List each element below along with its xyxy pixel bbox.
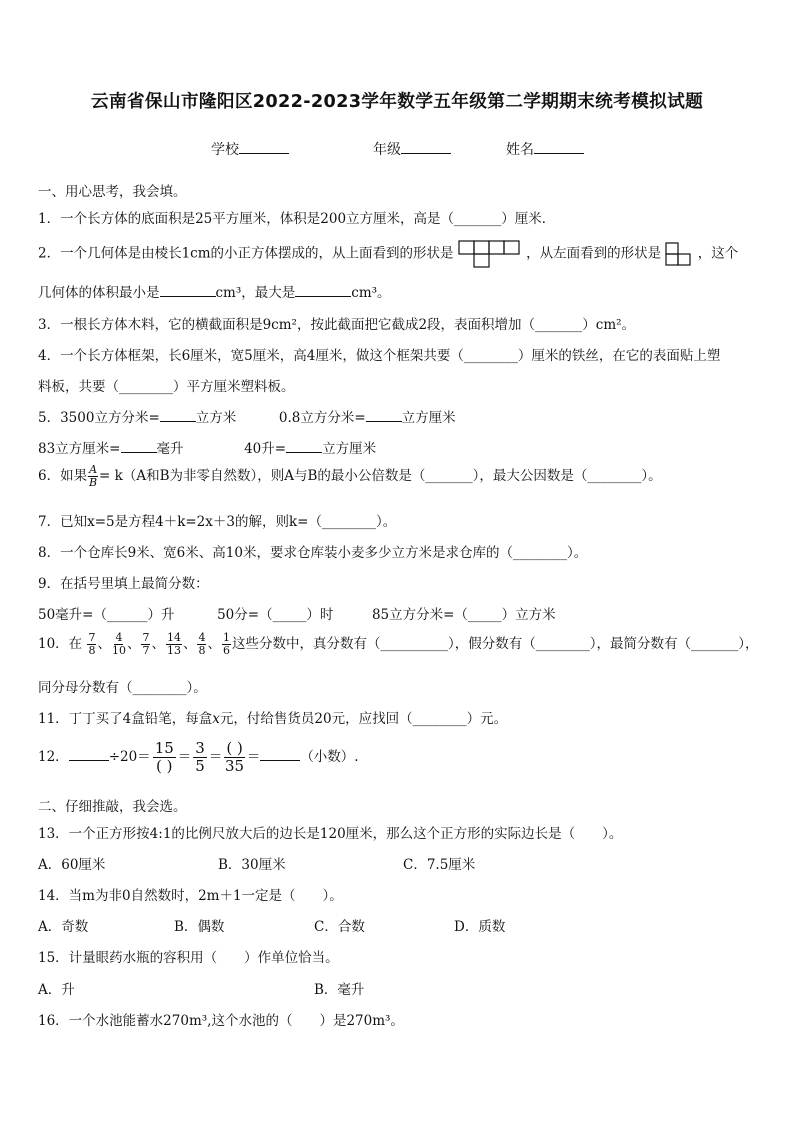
q9-item-1: 50毫升=（______）升 <box>38 607 175 623</box>
q5-blank-d <box>286 451 322 453</box>
q12-blank-b <box>260 759 300 761</box>
q10-sep-1: 、 <box>97 636 111 652</box>
q12-text-a: 12． <box>38 749 69 765</box>
school-label: 学校 <box>211 142 239 158</box>
q12-eq-2: ＝ <box>208 749 223 765</box>
q14-option-c: C．合数 <box>314 919 365 935</box>
q5-text-f: 毫升 <box>156 441 184 457</box>
question-7: 7．已知x=5是方程4＋k=2x＋3的解，则k=（________）。 <box>38 514 397 530</box>
name-field <box>506 139 584 159</box>
q5-text-c: 0.8立方分米= <box>278 410 366 426</box>
q13-option-a: A．60厘米 <box>38 857 106 873</box>
q10-f5-den: 8 <box>198 644 206 657</box>
q6-fraction <box>88 464 98 489</box>
q10-f1-num: 7 <box>88 631 96 644</box>
q10-fraction-4 <box>166 632 182 657</box>
question-5-line-1 <box>38 406 456 426</box>
q5-blank-b <box>366 420 402 422</box>
q2-text-c: ，这个 <box>697 245 739 262</box>
name-label: 姓名 <box>506 142 534 158</box>
question-2-line-1 <box>38 240 738 268</box>
q5-text-d: 立方厘米 <box>401 410 456 426</box>
question-10-line-1 <box>38 632 758 657</box>
q5-text-h: 立方厘米 <box>322 441 377 457</box>
section-heading-1: 一、用心思考，我会填。 <box>38 184 187 200</box>
q10-fraction-1 <box>87 632 96 657</box>
question-2-line-2 <box>38 281 391 301</box>
q14-option-d: D．质数 <box>454 919 506 935</box>
question-9: 9．在括号里填上最简分数： <box>38 576 209 592</box>
question-13: 13．一个正方形按4:1的比例尺放大后的边长是120厘米，那么这个正方形的实际边长是（ ）。 <box>38 826 623 842</box>
top-view-figure <box>458 240 522 268</box>
q10-sep-2: 、 <box>126 636 141 652</box>
q5-text-e: 83立方厘米= <box>38 441 121 457</box>
grade-label: 年级 <box>373 142 401 158</box>
question-11 <box>38 707 507 727</box>
q10-f1-den: 8 <box>88 644 96 657</box>
q10-f6-num: 1 <box>222 631 230 644</box>
q10-f5-num: 4 <box>198 631 206 644</box>
q12-f2-den: 5 <box>195 757 205 775</box>
q10-sep-5: 、 <box>207 636 221 652</box>
left-view-figure <box>665 242 693 266</box>
q10-f3-den: 7 <box>142 644 150 657</box>
q15-option-a: A．升 <box>38 982 75 998</box>
question-15: 15．计量眼药水瓶的容积用（ ）作单位恰当。 <box>38 950 339 966</box>
q13-option-c: C．7.5厘米 <box>403 857 476 873</box>
q12-divide: ÷20＝ <box>108 749 151 765</box>
q9-item-2: 50分=（_____）时 <box>217 607 334 623</box>
q9-item-3: 85立方分米=（_____）立方米 <box>371 607 556 623</box>
q12-f3-den: 35 <box>225 757 245 775</box>
q13-option-b: B．30厘米 <box>218 857 286 873</box>
q2-blank-max <box>295 295 351 297</box>
q10-f6-den: 6 <box>222 644 230 657</box>
q10-fraction-5 <box>197 632 206 657</box>
q6-text-a: 6．如果 <box>38 468 88 484</box>
q6-denominator: B <box>89 476 98 489</box>
q5-text-g: 40升= <box>244 441 287 457</box>
q2-text-b: ，从左面看到的形状是 <box>526 245 662 262</box>
q12-text-b: （小数）. <box>300 749 359 765</box>
q5-text-b: 立方米 <box>195 410 237 426</box>
q2-text-d: 几何体的体积最小是 <box>38 285 160 301</box>
q5-blank-a <box>160 420 196 422</box>
q6-numerator: A <box>89 463 98 476</box>
q5-blank-c <box>121 451 157 453</box>
q14-option-a: A．奇数 <box>38 919 89 935</box>
q5-text-a: 5．3500立方分米= <box>38 410 160 426</box>
question-4-line-2: 料板，共要（________）平方厘米塑料板。 <box>38 379 295 395</box>
q10-f4-num: 14 <box>166 631 181 644</box>
q12-fraction-2 <box>193 740 207 775</box>
question-15-options <box>38 978 364 998</box>
q10-f2-den: 10 <box>111 644 126 657</box>
q10-f3-num: 7 <box>142 631 150 644</box>
q12-blank-a <box>69 759 109 761</box>
q10-text-b: 这些分数中，真分数有（__________），假分数有（________），最简分数有（_______）， <box>231 636 759 652</box>
q14-option-b: B．偶数 <box>174 919 225 935</box>
question-9-items <box>38 603 556 623</box>
question-13-options <box>38 853 475 873</box>
exam-title: 云南省保山市隆阳区2022-2023学年数学五年级第二学期期末统考模拟试题 <box>90 92 704 112</box>
q6-text-b: = k（A和B为非零自然数），则A与B的最小公倍数是（_______），最大公因数是（________）。 <box>99 468 662 484</box>
q12-eq-3: ＝ <box>246 749 261 765</box>
question-4-line-1: 4．一个长方体框架，长6厘米，宽5厘米，高4厘米，做这个框架共要（________）厘米的铁丝，在它的表面贴上塑 <box>38 348 721 364</box>
q11-variable: x <box>212 711 220 727</box>
grade-blank <box>401 152 451 154</box>
q2-blank-min <box>160 295 216 297</box>
question-10-line-2: 同分母分数有（________）。 <box>38 680 207 696</box>
question-16: 16．一个水池能蓄水270m³,这个水池的（ ）是270m³。 <box>38 1013 404 1029</box>
school-field <box>211 139 289 159</box>
q10-sep-4: 、 <box>182 636 197 652</box>
q12-f3-num: ( ) <box>226 739 243 757</box>
q10-sep-3: 、 <box>151 636 165 652</box>
question-6 <box>38 464 662 489</box>
q12-f2-num: 3 <box>195 739 205 757</box>
q10-f4-den: 13 <box>166 644 181 657</box>
q12-fraction-1 <box>153 740 176 775</box>
q12-fraction-3 <box>224 740 244 775</box>
grade-field <box>373 139 451 159</box>
question-12 <box>38 740 359 775</box>
q10-text-a: 10．在 <box>38 636 83 652</box>
q10-f2-num: 4 <box>115 631 123 644</box>
question-5-line-2 <box>38 437 376 457</box>
question-14-options <box>38 915 505 935</box>
question-14: 14．当m为非0自然数时，2m＋1一定是（ ）。 <box>38 888 343 904</box>
school-blank <box>239 152 289 154</box>
question-1: 1．一个长方体的底面积是25平方厘米，体积是200立方厘米，高是（_______）厘米． <box>38 211 556 227</box>
q2-text-f: cm³。 <box>351 285 391 301</box>
question-8: 8．一个仓库长9米、宽6米、高10米，要求仓库装小麦多少立方米是求仓库的（________）。 <box>38 545 588 561</box>
q10-fraction-2 <box>112 632 126 657</box>
q11-text-b: 元，付给售货员20元，应找回（________）元。 <box>219 711 508 727</box>
q12-f1-den: ( ) <box>155 757 173 775</box>
question-3: 3．一根长方体木料，它的横截面积是9cm²，按此截面把它截成2段，表面积增加（_______）cm²。 <box>38 317 636 333</box>
q15-option-b: B．毫升 <box>314 982 365 998</box>
q10-fraction-3 <box>141 632 150 657</box>
q12-f1-num: 15 <box>154 739 174 757</box>
q10-fraction-6 <box>222 632 231 657</box>
q12-eq-1: ＝ <box>177 749 192 765</box>
name-blank <box>534 152 584 154</box>
q2-text-e: cm³，最大是 <box>215 285 296 301</box>
q2-text-a: 2．一个几何体是由棱长1cm的小正方体摆成的，从上面看到的形状是 <box>38 245 454 262</box>
q11-text-a: 11．丁丁买了4盒铅笔，每盒 <box>38 711 213 727</box>
section-heading-2: 二、仔细推敲，我会选。 <box>38 799 187 815</box>
